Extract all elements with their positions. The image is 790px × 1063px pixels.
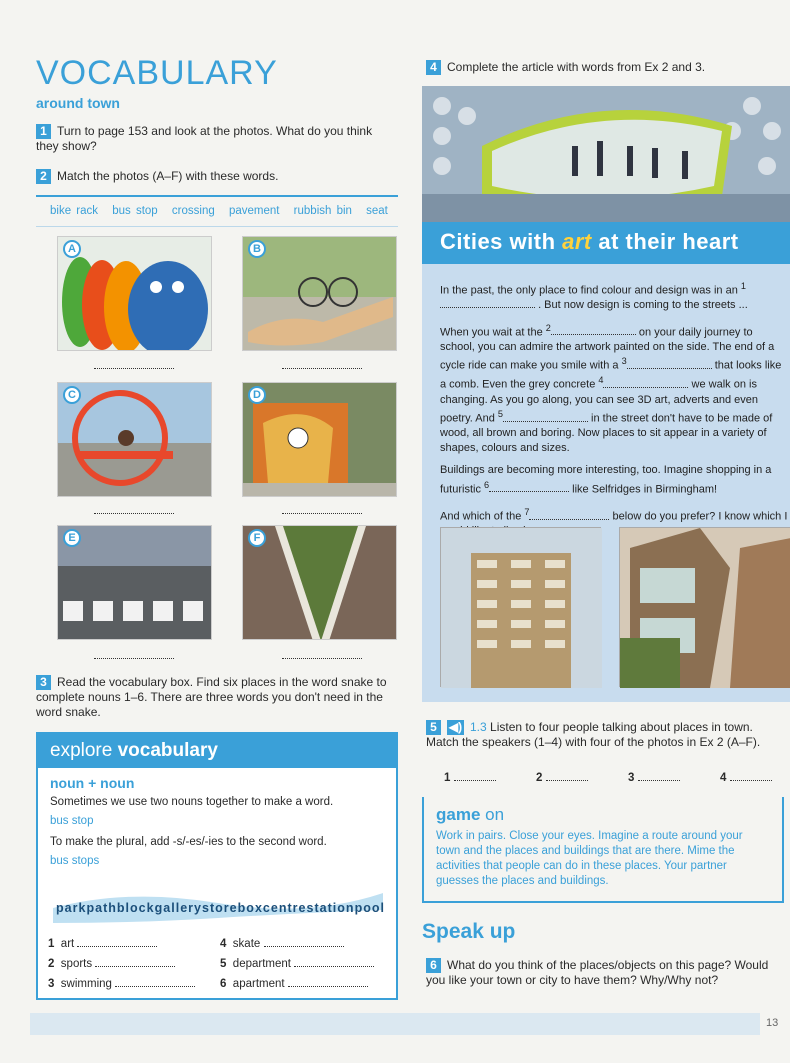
exercise-number: 1 bbox=[36, 124, 51, 139]
photo-d-bus-stop bbox=[242, 382, 397, 497]
answer-line bbox=[282, 658, 362, 659]
exercise-text: Match the photos (A–F) with these words. bbox=[57, 169, 279, 183]
word-box bbox=[36, 195, 398, 227]
photo-label: A bbox=[63, 240, 81, 258]
explore-header-light: explore bbox=[50, 740, 113, 761]
photo-label: D bbox=[248, 386, 266, 404]
article-paragraph: When you wait at the $^2$ on your daily journey to school, you can admire the artwork painted on the side. The end of a cycle ride can make you smile with a $^3$ that looks like a comb. Even the grey concrete $^4$ we walk on is changing. As you go along, you can see 3D art, adverts and even poetry. And $^5$ in the street don't have to be made of wood, all brown and boring. Now places to sit appear in a variety of shapes, colours and sizes. bbox=[440, 322, 782, 454]
photo-b-bike-rack bbox=[242, 236, 397, 351]
exercise-4 bbox=[426, 60, 786, 75]
word-item: bike rack bbox=[50, 205, 99, 217]
pavement-illustration bbox=[243, 526, 397, 640]
game-on-header: game on bbox=[436, 805, 505, 824]
article-paragraph: Buildings are becoming more interesting, too. Imagine shopping in a futuristic $^6$ like Selfridges in Birmingham! bbox=[440, 464, 772, 496]
exercise-1 bbox=[36, 124, 396, 154]
word-item: seat bbox=[366, 205, 388, 217]
building-illustration bbox=[422, 86, 790, 222]
section-title: VOCABULARY bbox=[36, 54, 278, 92]
noun-item: 3 swimming bbox=[48, 978, 195, 990]
exercise-text: Read the vocabulary box. Find six places in the word snake to complete nouns 1–6. There are three words you don't need in the word snake. bbox=[36, 675, 387, 719]
explore-header bbox=[38, 734, 396, 768]
answer-line bbox=[94, 658, 174, 659]
exercise-text: Complete the article with words from Ex 2 and 3. bbox=[447, 60, 706, 74]
word-item: bus stop bbox=[112, 205, 158, 217]
exercise-number: 4 bbox=[426, 60, 441, 75]
photo-modern-buildings bbox=[619, 527, 790, 687]
game-on-box bbox=[422, 797, 784, 903]
exercise-number: 2 bbox=[36, 169, 51, 184]
photo-a-bins bbox=[57, 236, 212, 351]
exercise-3 bbox=[36, 675, 396, 720]
article-text bbox=[440, 279, 788, 547]
word-snake-text: parkpathblockgallerystoreboxcentrestationpool bbox=[56, 901, 384, 915]
modern-buildings-illustration bbox=[620, 528, 790, 688]
bike-rack-illustration bbox=[243, 237, 397, 351]
exercise-6 bbox=[426, 958, 788, 988]
photo-e-crossing bbox=[57, 525, 212, 640]
photo-f-pavement bbox=[242, 525, 397, 640]
speak-up-title: Speak up bbox=[422, 920, 516, 943]
audio-track: 1.3 bbox=[470, 720, 487, 734]
exercise-text: Listen to four people talking about places in town. Match the speakers (1–4) with four of the photos in Ex 2 (A–F). bbox=[426, 720, 761, 749]
explore-line: Sometimes we use two nouns together to make a word. bbox=[50, 796, 334, 808]
apartment-block-illustration bbox=[441, 528, 602, 688]
photo-label: E bbox=[63, 529, 81, 547]
article-title: Cities with art at their heart bbox=[422, 222, 790, 264]
article-title-accent: art bbox=[562, 229, 592, 254]
footer-strip bbox=[30, 1013, 760, 1035]
exercise-text: Turn to page 153 and look at the photos. What do you think they show? bbox=[36, 124, 373, 153]
explore-body bbox=[38, 768, 396, 877]
article-paragraph: And which of the $^7$ below do you prefer? I know which I bbox=[440, 506, 788, 523]
explore-header-bold: vocabulary bbox=[117, 740, 218, 761]
speaker-answer: 4 bbox=[720, 772, 772, 784]
speaker-answer: 1 bbox=[444, 772, 496, 784]
word-item: rubbish bin bbox=[293, 205, 352, 217]
noun-item: 6 apartment bbox=[220, 978, 368, 990]
exercise-text: What do you think of the places/objects on this page? Would you like your town or city to have them? Why/Why not? bbox=[426, 958, 769, 987]
audio-icon[interactable]: ◀) bbox=[448, 720, 463, 734]
noun-item: 2 sports bbox=[48, 958, 175, 970]
exercise-2 bbox=[36, 169, 396, 184]
explore-example: bus stops bbox=[50, 855, 100, 867]
noun-item: 4 skate bbox=[220, 938, 344, 950]
photo-c-seat bbox=[57, 382, 212, 497]
bus-stop-illustration bbox=[243, 383, 397, 497]
answer-line bbox=[282, 368, 362, 369]
speaker-answer: 3 bbox=[628, 772, 680, 784]
speaker-answer: 2 bbox=[536, 772, 588, 784]
exercise-5 bbox=[426, 720, 788, 750]
noun-item: 5 department bbox=[220, 958, 374, 970]
exercise-number: 5 bbox=[426, 720, 441, 735]
bins-illustration bbox=[58, 237, 212, 351]
word-item: crossing bbox=[171, 205, 215, 217]
photo-label: F bbox=[248, 529, 266, 547]
explore-vocabulary-box bbox=[36, 732, 398, 1000]
seat-illustration bbox=[58, 383, 212, 497]
explore-line: To make the plural, add -s/-es/-ies to the second word. bbox=[50, 836, 327, 848]
exercise-number: 3 bbox=[36, 675, 51, 690]
answer-line bbox=[282, 513, 362, 514]
word-item: pavement bbox=[228, 205, 280, 217]
article-paragraph: In the past, the only place to find colour and design was in an $^1$ . But now design is coming to the streets ... bbox=[440, 281, 748, 312]
game-on-text: Work in pairs. Close your eyes. Imagine a route around your town and the places and buildings that are there. Mime the activities that people can do in these places. Your partner guesses the places and buildings. bbox=[436, 830, 743, 887]
explore-subheading: noun + noun bbox=[50, 775, 135, 791]
photo-apartment-block bbox=[440, 527, 601, 687]
exercise-number: 6 bbox=[426, 958, 441, 973]
section-subtitle: around town bbox=[36, 95, 120, 111]
word-snake bbox=[48, 878, 388, 924]
photo-label: B bbox=[248, 240, 266, 258]
page-number: 13 bbox=[766, 1017, 779, 1029]
crossing-illustration bbox=[58, 526, 212, 640]
photo-label: C bbox=[63, 386, 81, 404]
answer-line bbox=[94, 513, 174, 514]
explore-example: bus stop bbox=[50, 815, 94, 827]
article-header-photo bbox=[422, 86, 790, 222]
answer-line bbox=[94, 368, 174, 369]
noun-item: 1 art bbox=[48, 938, 157, 950]
